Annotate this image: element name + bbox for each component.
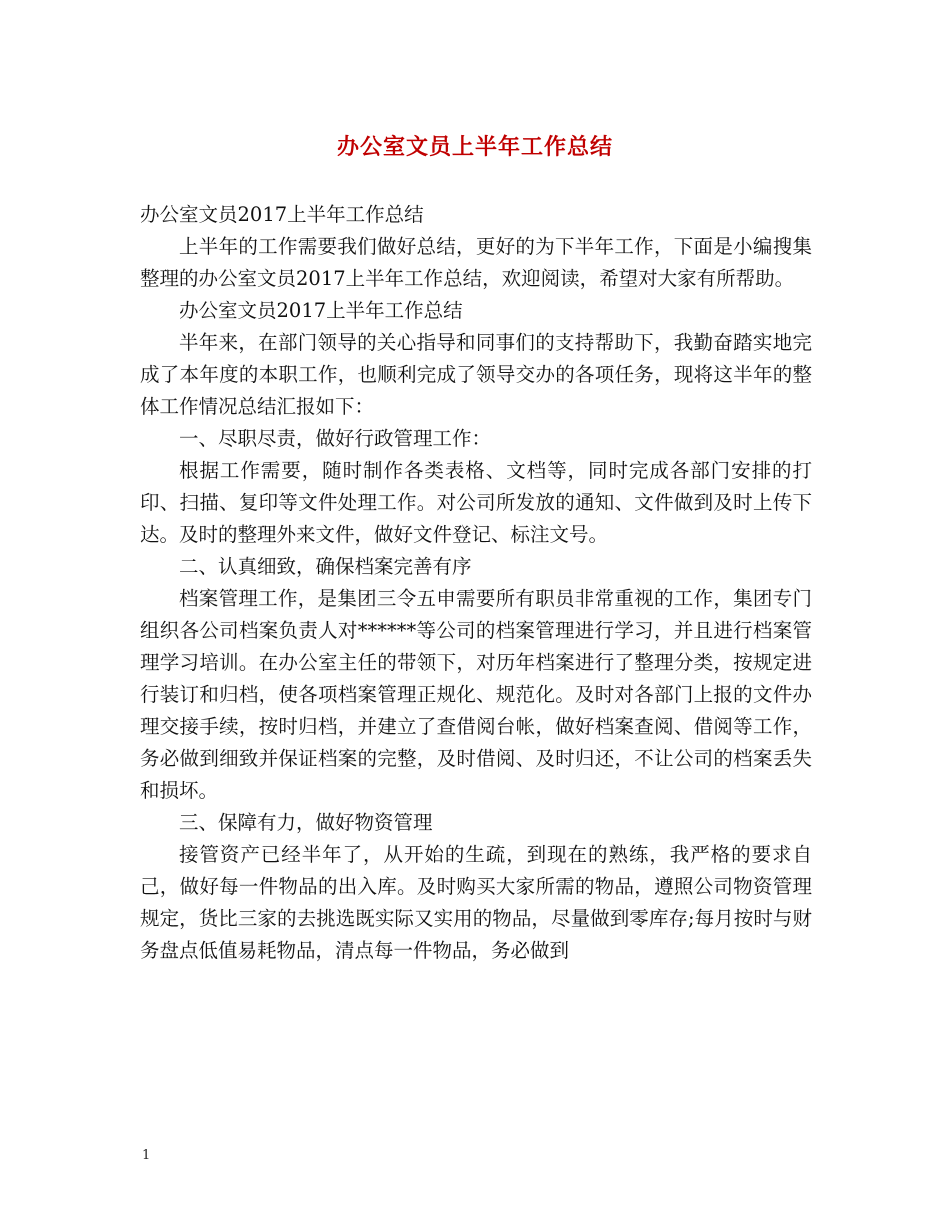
paragraph-section-3: 接管资产已经半年了，从开始的生疏，到现在的熟练，我严格的要求自己，做好每一件物品的出入库。及时购买大家所需的物品，遵照公司物资管理规定，货比三家的去挑选既实际又实用的物品，尽量做到零库存;每月按时与财务盘点低值易耗物品，清点每一件物品，务必做到 bbox=[140, 843, 812, 962]
paragraph-section-2: 档案管理工作，是集团三令五申需要所有职员非常重视的工作，集团专门组织各公司档案负责人对******等公司的档案管理进行学习，并且进行档案管理学习培训。在办公室主任的带领下，对历年档案进行了整理分类，按规定进行装订和归档，使各项档案管理正规化、规范化。及时对各部门上报的文件办理交接手续，按时归档，并建立了查借阅台帐，做好档案查阅、借阅等工作，务必做到细致并保证档案的完整，及时借阅、及时归还，不让公司的档案丢失和损坏。 bbox=[140, 587, 812, 802]
paragraph-subtitle: 办公室文员2017上半年工作总结 bbox=[140, 203, 424, 226]
page-number: 1 bbox=[142, 1148, 151, 1163]
section-heading-3: 三、保障有力，做好物资管理 bbox=[179, 811, 433, 834]
paragraph-overview: 半年来，在部门领导的关心指导和同事们的支持帮助下，我勤奋踏实地完成了本年度的本职工作，也顺利完成了领导交办的各项任务，现将这半年的整体工作情况总结汇报如下： bbox=[140, 331, 812, 418]
document-body bbox=[140, 199, 812, 967]
page-title: 办公室文员上半年工作总结 bbox=[336, 135, 613, 160]
paragraph-intro: 上半年的工作需要我们做好总结，更好的为下半年工作，下面是小编搜集整理的办公室文员2017上半年工作总结，欢迎阅读，希望对大家有所帮助。 bbox=[140, 235, 812, 290]
paragraph-heading-repeat: 办公室文员2017上半年工作总结 bbox=[179, 299, 463, 322]
section-heading-2: 二、认真细致，确保档案完善有序 bbox=[179, 555, 472, 578]
paragraph-section-1: 根据工作需要，随时制作各类表格、文档等，同时完成各部门安排的打印、扫描、复印等文件处理工作。对公司所发放的通知、文件做到及时上传下达。及时的整理外来文件，做好文件登记、标注文号。 bbox=[140, 459, 812, 546]
section-heading-1: 一、尽职尽责，做好行政管理工作： bbox=[179, 427, 492, 450]
